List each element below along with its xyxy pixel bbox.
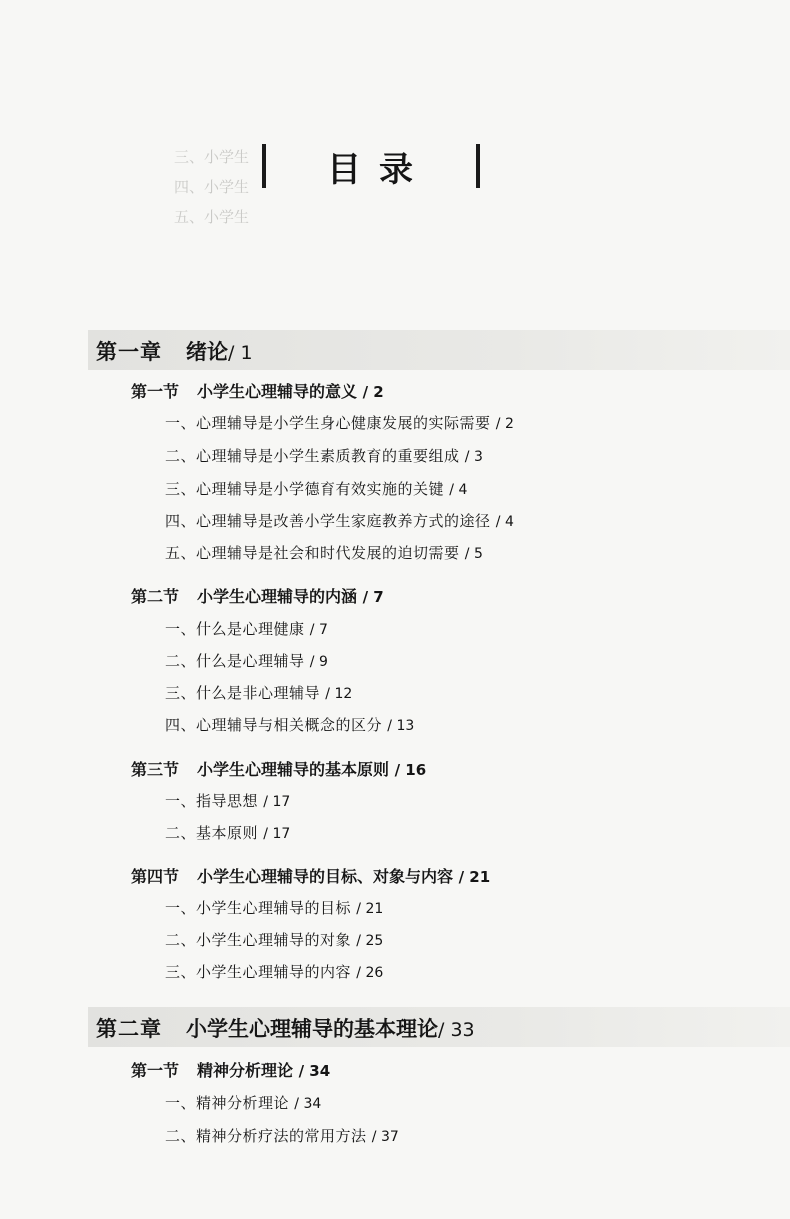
section-heading[interactable] [131, 1058, 330, 1081]
section-heading[interactable] [131, 757, 426, 780]
toc-item[interactable] [165, 1092, 321, 1113]
toc-item[interactable] [165, 929, 383, 950]
toc-item[interactable] [165, 714, 414, 735]
toc-item-text: 二、基本原则 [165, 824, 259, 842]
chapter-title: 绪论 [186, 339, 228, 364]
toc-item-text: 三、什么是非心理辅导 [165, 684, 321, 702]
toc-item-text: 二、小学生心理辅导的对象 [165, 931, 352, 949]
toc-item[interactable] [165, 1125, 399, 1146]
chapter-page: / 33 [438, 1019, 475, 1041]
bleed-through-text: 四、小学生 [174, 178, 250, 196]
toc-item-text: 一、什么是心理健康 [165, 620, 305, 638]
section-number: 第三节 [131, 760, 180, 779]
chapter-title: 小学生心理辅导的基本理论 [186, 1016, 438, 1041]
section-page: / 16 [394, 761, 427, 779]
title-bar-right [476, 144, 480, 188]
toc-item-page: / 12 [325, 686, 353, 702]
toc-item-page: / 17 [263, 826, 291, 842]
toc-item-text: 一、心理辅导是小学生身心健康发展的实际需要 [165, 414, 491, 432]
toc-item[interactable] [165, 961, 383, 982]
toc-item-text: 三、心理辅导是小学德育有效实施的关键 [165, 480, 445, 498]
toc-item-page: / 4 [449, 482, 468, 498]
section-heading[interactable] [131, 584, 384, 607]
toc-item[interactable] [165, 542, 483, 563]
section-heading[interactable] [131, 379, 384, 402]
toc-item[interactable] [165, 478, 467, 499]
section-title: 小学生心理辅导的目标、对象与内容 [197, 867, 454, 886]
toc-item[interactable] [165, 822, 290, 843]
toc-item[interactable] [165, 618, 328, 639]
section-number: 第四节 [131, 867, 180, 886]
toc-item-page: / 5 [464, 546, 483, 562]
toc-item-text: 一、小学生心理辅导的目标 [165, 899, 352, 917]
section-title: 小学生心理辅导的意义 [197, 382, 358, 401]
toc-item-text: 五、心理辅导是社会和时代发展的迫切需要 [165, 544, 460, 562]
toc-item-text: 一、精神分析理论 [165, 1094, 290, 1112]
toc-item-page: / 21 [356, 901, 384, 917]
toc-title-text: 目录 [327, 150, 431, 190]
section-title: 小学生心理辅导的内涵 [197, 587, 358, 606]
toc-item-text: 一、指导思想 [165, 792, 259, 810]
toc-item-page: / 7 [309, 622, 328, 638]
toc-item[interactable] [165, 790, 290, 811]
toc-item[interactable] [165, 412, 514, 433]
section-title: 小学生心理辅导的基本原则 [197, 760, 390, 779]
toc-item-page: / 9 [309, 654, 328, 670]
toc-item-text: 四、心理辅导是改善小学生家庭教养方式的途径 [165, 512, 491, 530]
toc-item-page: / 17 [263, 794, 291, 810]
chapter-number: 第二章 [96, 1016, 162, 1041]
toc-item-page: / 25 [356, 933, 384, 949]
toc-item-text: 二、精神分析疗法的常用方法 [165, 1127, 367, 1145]
section-number: 第一节 [131, 1061, 180, 1080]
chapter-heading[interactable] [96, 336, 253, 366]
toc-item-page: / 34 [294, 1096, 322, 1112]
section-number: 第一节 [131, 382, 180, 401]
toc-item-page: / 3 [464, 449, 483, 465]
toc-item-text: 二、什么是心理辅导 [165, 652, 305, 670]
chapter-number: 第一章 [96, 339, 162, 364]
section-number: 第二节 [131, 587, 180, 606]
toc-item-page: / 26 [356, 965, 384, 981]
chapter-page: / 1 [228, 342, 253, 364]
toc-item-page: / 37 [371, 1129, 399, 1145]
toc-item-page: / 2 [495, 416, 514, 432]
toc-item[interactable] [165, 897, 383, 918]
toc-item[interactable] [165, 650, 328, 671]
toc-item-text: 三、小学生心理辅导的内容 [165, 963, 352, 981]
toc-item-text: 二、心理辅导是小学生素质教育的重要组成 [165, 447, 460, 465]
toc-item[interactable] [165, 510, 514, 531]
toc-item-page: / 13 [387, 718, 415, 734]
section-heading[interactable] [131, 864, 490, 887]
bleed-through-text: 五、小学生 [174, 208, 250, 226]
section-page: / 2 [362, 383, 384, 401]
section-page: / 7 [362, 588, 384, 606]
chapter-heading[interactable] [96, 1013, 475, 1043]
section-page: / 21 [458, 868, 491, 886]
toc-item[interactable] [165, 682, 352, 703]
toc-item-page: / 4 [495, 514, 514, 530]
toc-item[interactable] [165, 445, 483, 466]
toc-item-text: 四、心理辅导与相关概念的区分 [165, 716, 383, 734]
section-page: / 34 [298, 1062, 331, 1080]
bleed-through-text: 三、小学生 [174, 148, 250, 166]
toc-title [240, 138, 500, 194]
section-title: 精神分析理论 [197, 1061, 294, 1080]
